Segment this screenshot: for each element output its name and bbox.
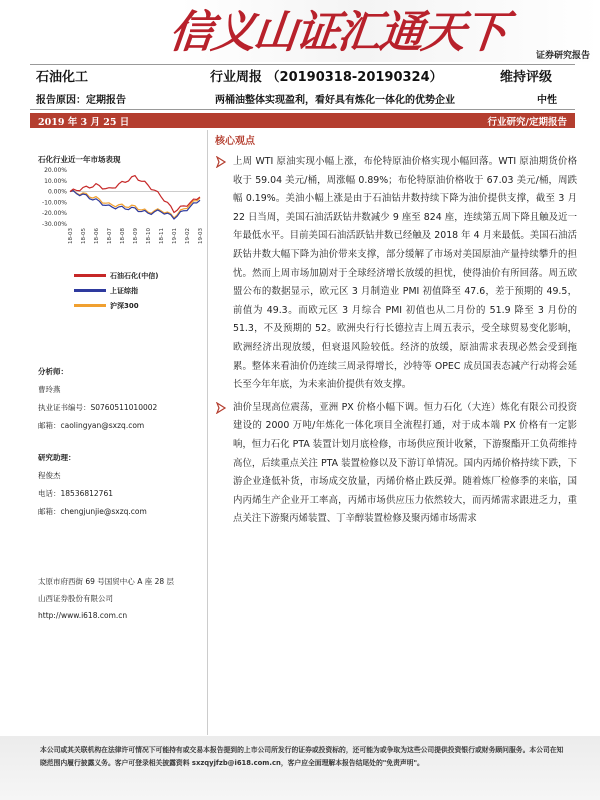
cert-line [38, 399, 208, 417]
legend-item [74, 283, 158, 298]
subtitle-row [30, 88, 575, 110]
rating-value: 中性 [537, 95, 557, 106]
legend-swatch [74, 274, 106, 277]
legend-swatch [74, 289, 106, 292]
report-reason: 报告原因：定期报告 [36, 95, 126, 106]
x-tick-label: 18-10 [146, 228, 152, 244]
y-tick-label: 10.00% [44, 177, 67, 185]
legend-item [74, 268, 158, 283]
cert-label: 执业证书编号： [38, 403, 91, 412]
chart-legend [74, 268, 158, 313]
company-name: 山西证券股份有限公司 [38, 594, 113, 603]
x-tick-label: 18-11 [159, 228, 165, 244]
phone-label: 电话： [38, 489, 61, 498]
footer [0, 736, 600, 800]
header-banner [0, 0, 600, 62]
assistant-email-line [38, 503, 208, 521]
x-tick-label: 19-03 [198, 228, 204, 244]
chart-title: 石化行业近一年市场表现 [38, 155, 121, 164]
market-performance-chart [34, 166, 204, 256]
legend-label: 沪深300 [110, 301, 139, 310]
legend-label: 上证综指 [110, 286, 138, 295]
company-address [38, 573, 208, 624]
disclaimer-text: 本公司或其关联机构在法律许可情况下可能持有或交易本报告提到的上市公司所发行的证券或投资标的，还可能为或争取为这些公司提供投资银行或财务顾问服务。本公司在知晓范围内履行披露义务。客户可登录相关披露资料 sxzqyjfzb@i618.com.cn，客户应全面理解本报告结尾处的"免责声明"。 [40, 746, 564, 767]
email-label: 邮箱： [38, 421, 61, 430]
main-content [215, 132, 577, 533]
report-category: 行业研究/定期报告 [487, 116, 567, 128]
report-tag: 证券研究报告 [535, 51, 590, 61]
x-tick-label: 18-09 [133, 228, 139, 244]
report-type: 行业周报 （20190318-20190324） [210, 70, 443, 85]
legend-swatch [74, 304, 106, 307]
website-link[interactable]: http://www.i618.com.cn [38, 611, 128, 620]
series-line [70, 191, 200, 219]
legend-label: 石油石化(中信) [110, 271, 159, 280]
paragraph-text: 油价呈现高位震荡，亚洲 PX 价格小幅下调。恒力石化（大连）炼化有限公司投资建设的 2000 万吨/年炼化一体化项目全流程打通，对于成本端 PX 价格有一定影响，恒力石化 PTA 装置计划月底检修，市场供应预计收紧，下游聚酯开工负荷维持高位，后续重点关注 PTA 装置检修以及下游订单情况。国内丙烯价格持续下跌，下游企业逢低补货，市场成交放量，丙烯价格止跌反弹。随着炼厂检修季的来临，国内丙烯生产企业开工率高，丙烯市场供应压力依然较大，而丙烯需求跟进乏力，重点关注下游聚丙烯装置、丁辛醇装置检修及聚丙烯市场需求 [233, 401, 577, 525]
paragraph-px [215, 399, 577, 529]
x-tick-label: 19-02 [185, 228, 191, 244]
y-tick-label: -30.00% [41, 221, 67, 228]
address-line: 太原市府西街 69 号国贸中心 A 座 28 层 [38, 577, 175, 586]
phone-line [38, 485, 208, 503]
analyst-email[interactable]: caolingyan@sxzq.com [60, 421, 145, 430]
section-title: 核心观点 [215, 136, 255, 147]
analyst-label: 分析师： [38, 367, 68, 376]
report-headline: 两桶油整体实现盈利，看好具有炼化一体化的优势企业 [215, 95, 455, 106]
series-line [70, 190, 200, 217]
x-tick-label: 19-01 [172, 228, 178, 244]
brand-slogan: 信义山证汇通天下 [166, 7, 509, 58]
sidebar [30, 130, 205, 735]
bullet-arrow-icon [215, 402, 227, 414]
assistant-email[interactable]: chengjunjie@sxzq.com [60, 507, 147, 516]
date-bar [30, 113, 575, 128]
x-tick-label: 18-08 [120, 228, 126, 244]
y-tick-label: 20.00% [44, 167, 67, 174]
y-tick-label: 0.00% [47, 188, 67, 196]
x-tick-label: 18-05 [81, 228, 87, 244]
y-tick-label: -20.00% [41, 210, 67, 218]
paragraph-text: 上周 WTI 原油实现小幅上涨，布伦特原油价格实现小幅回落。WTI 原油期货价格收于 59.04 美元/桶，周涨幅 0.89%；布伦特原油价格收于 67.03 美元/桶，周跌幅 0.19%。美油小幅上涨是由于石油钻井数持续下降为油价提供支撑，截至 3 月 22 日当周，美国石油活跃钻井数减少 9 座至 824 座，连续第五周下降且触及近一年最低水平。目前美国石油活跃钻井数已经触及 2018 年 4 月来最低。美国石油活跃钻井数大幅下降为油价带来支撑，部分缓解了市场对美国原油产量持续攀升的担忧。然而上周市场加剧对于全球经济增长放缓的担忧，使得油价有所回落。周五欧盟公布的数据显示，欧元区 3 月制造业 PMI 初值降至 47.6，差于预期的 49.5，前值为 49.3。而欧元区 3 月综合 PMI 初值也从二月份的 51.9 降至 3 月份的 51.3，不及预期的 52。欧洲央行行长德拉吉上周五表示，受全球贸易变化影响，欧洲经济出现放缓，但衰退风险较低。经济的放缓，原油需求表现必然会受到拖累。整体来看油价仍连续三周录得增长，沙特等 OPEC 成员国表态减产行动将会延长至今年年底，为未来油价提供有效支撑。 [233, 156, 577, 391]
paragraph-crude-oil [215, 153, 577, 395]
analyst-info [38, 363, 208, 521]
series-line [70, 176, 200, 213]
y-tick-label: -10.00% [41, 199, 67, 207]
assistant-label: 研究助理： [38, 453, 76, 462]
legend-item [74, 298, 158, 313]
bullet-arrow-icon [215, 156, 227, 168]
cert-value: S0760511010002 [90, 403, 158, 412]
x-tick-label: 18-07 [107, 228, 113, 244]
title-row [30, 64, 575, 86]
rating-label: 维持评级 [500, 70, 553, 85]
column-divider [207, 130, 208, 735]
report-date: 2019 年 3 月 25 日 [38, 116, 130, 128]
phone-value: 18536812761 [60, 489, 113, 498]
analyst-email-line [38, 417, 208, 435]
x-tick-label: 18-06 [94, 228, 100, 244]
analyst-name: 曹玲燕 [38, 385, 61, 394]
assistant-name: 程俊杰 [38, 471, 61, 480]
assistant-email-label: 邮箱： [38, 507, 61, 516]
sector-name: 石油化工 [36, 70, 89, 85]
x-tick-label: 18-03 [68, 228, 74, 244]
